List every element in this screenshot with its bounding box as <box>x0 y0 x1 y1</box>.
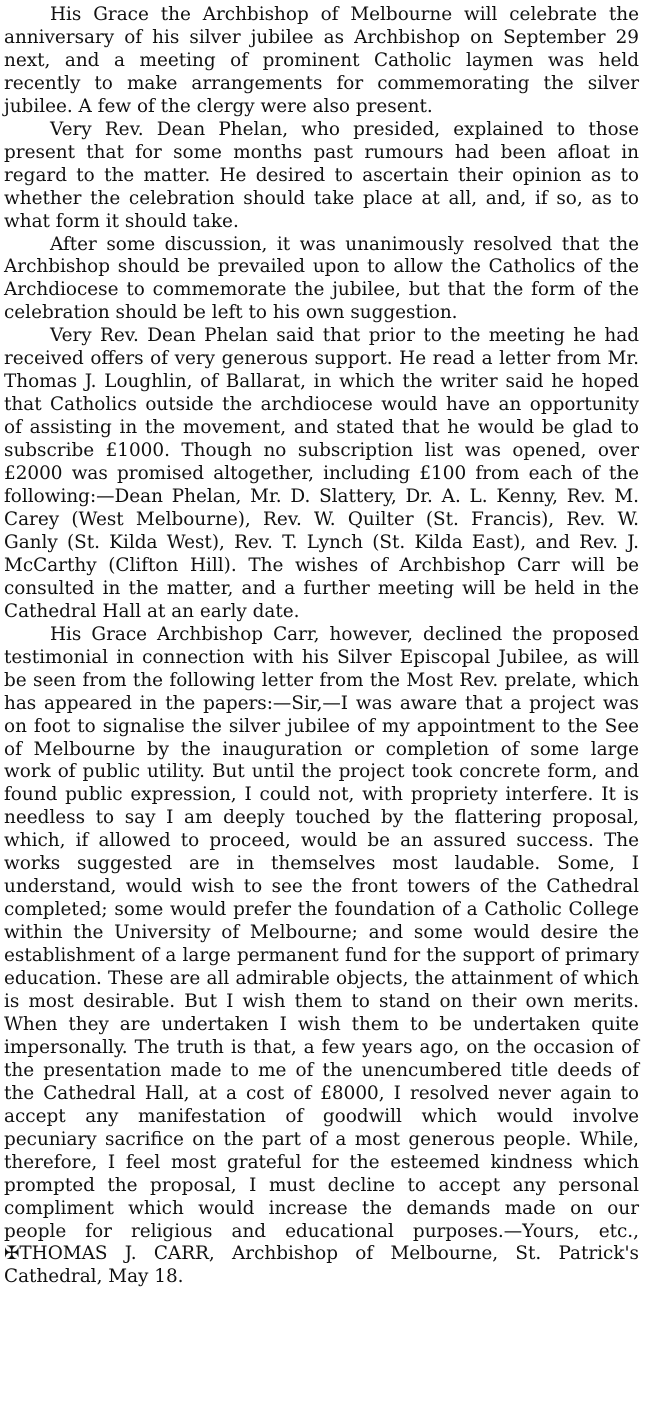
article-paragraph-4: Very Rev. Dean Phelan said that prior to the meeting he had received offers of very generous support. He read a letter from Mr. Thomas J. Loughlin, of Ballarat, in which the writer said he hoped that Catholics outside the archdiocese would have an opportunity of assisting in the movement, and stated that he would be glad to subscribe £1000. Though no subscription list was opened, over £2000 was promised altogether, including £100 from each of the following:—Dean Phelan, Mr. D. Slattery, Dr. A. L. Kenny, Rev. M. Carey (West Melbourne), Rev. W. Quilter (St. Francis), Rev. W. Ganly (St. Kilda West), Rev. T. Lynch (St. Kilda East), and Rev. J. McCarthy (Clifton Hill). The wishes of Archbishop Carr will be consulted in the matter, and a further meeting will be held in the Cathedral Hall at an early date. <box>4 325 639 622</box>
article-paragraph-5: His Grace Archbishop Carr, however, declined the proposed testimonial in connection with his Silver Episcopal Jubilee, as will be seen from the following letter from the Most Rev. prelate, which has appeared in the papers:—Sir,—I was aware that a project was on foot to signalise the silver jubilee of my appointment to the See of Melbourne by the inauguration or completion of some large work of public utility. But until the project took concrete form, and found public expression, I could not, with propriety interfere. It is needless to say I am deeply touched by the flattering proposal, which, if allowed to proceed, would be an assured success. The works suggested are in themselves most laudable. Some, I understand, would wish to see the front towers of the Cathedral completed; some would prefer the foundation of a Catholic College within the University of Melbourne; and some would desire the establishment of a large permanent fund for the support of primary education. These are all admirable objects, the attainment of which is most desirable. But I wish them to stand on their own merits. When they are undertaken I wish them to be undertaken quite impersonally. The truth is that, a few years ago, on the occasion of the presentation made to me of the unencumbered title deeds of the Cathedral Hall, at a cost of £8000, I resolved never again to accept any manifestation of goodwill which would involve pecuniary sacrifice on the part of a most generous people. While, therefore, I feel most grateful for the esteemed kindness which prompted the proposal, I must decline to accept any personal compliment which would increase the demands made on our people for religious and educational purposes.—Yours, etc., ✠THOMAS J. CARR, Archbishop of Melbourne, St. Patrick's Cathedral, May 18. <box>4 623 639 1288</box>
article-paragraph-1: His Grace the Archbishop of Melbourne will celebrate the anniversary of his silver jubilee as Archbishop on September 29 next, and a meeting of prominent Catholic laymen was held recently to make arrangements for commemorating the silver jubilee. A few of the clergy were also present. <box>4 4 639 117</box>
article-paragraph-3: After some discussion, it was unanimously resolved that the Archbishop should be prevailed upon to allow the Catholics of the Archdiocese to commemorate the jubilee, but that the form of the celebration should be left to his own suggestion. <box>4 233 639 324</box>
article-paragraph-2: Very Rev. Dean Phelan, who presided, explained to those present that for some months past rumours had been afloat in regard to the matter. He desired to ascertain their opinion as to whether the celebration should take place at all, and, if so, as to what form it should take. <box>4 118 639 232</box>
